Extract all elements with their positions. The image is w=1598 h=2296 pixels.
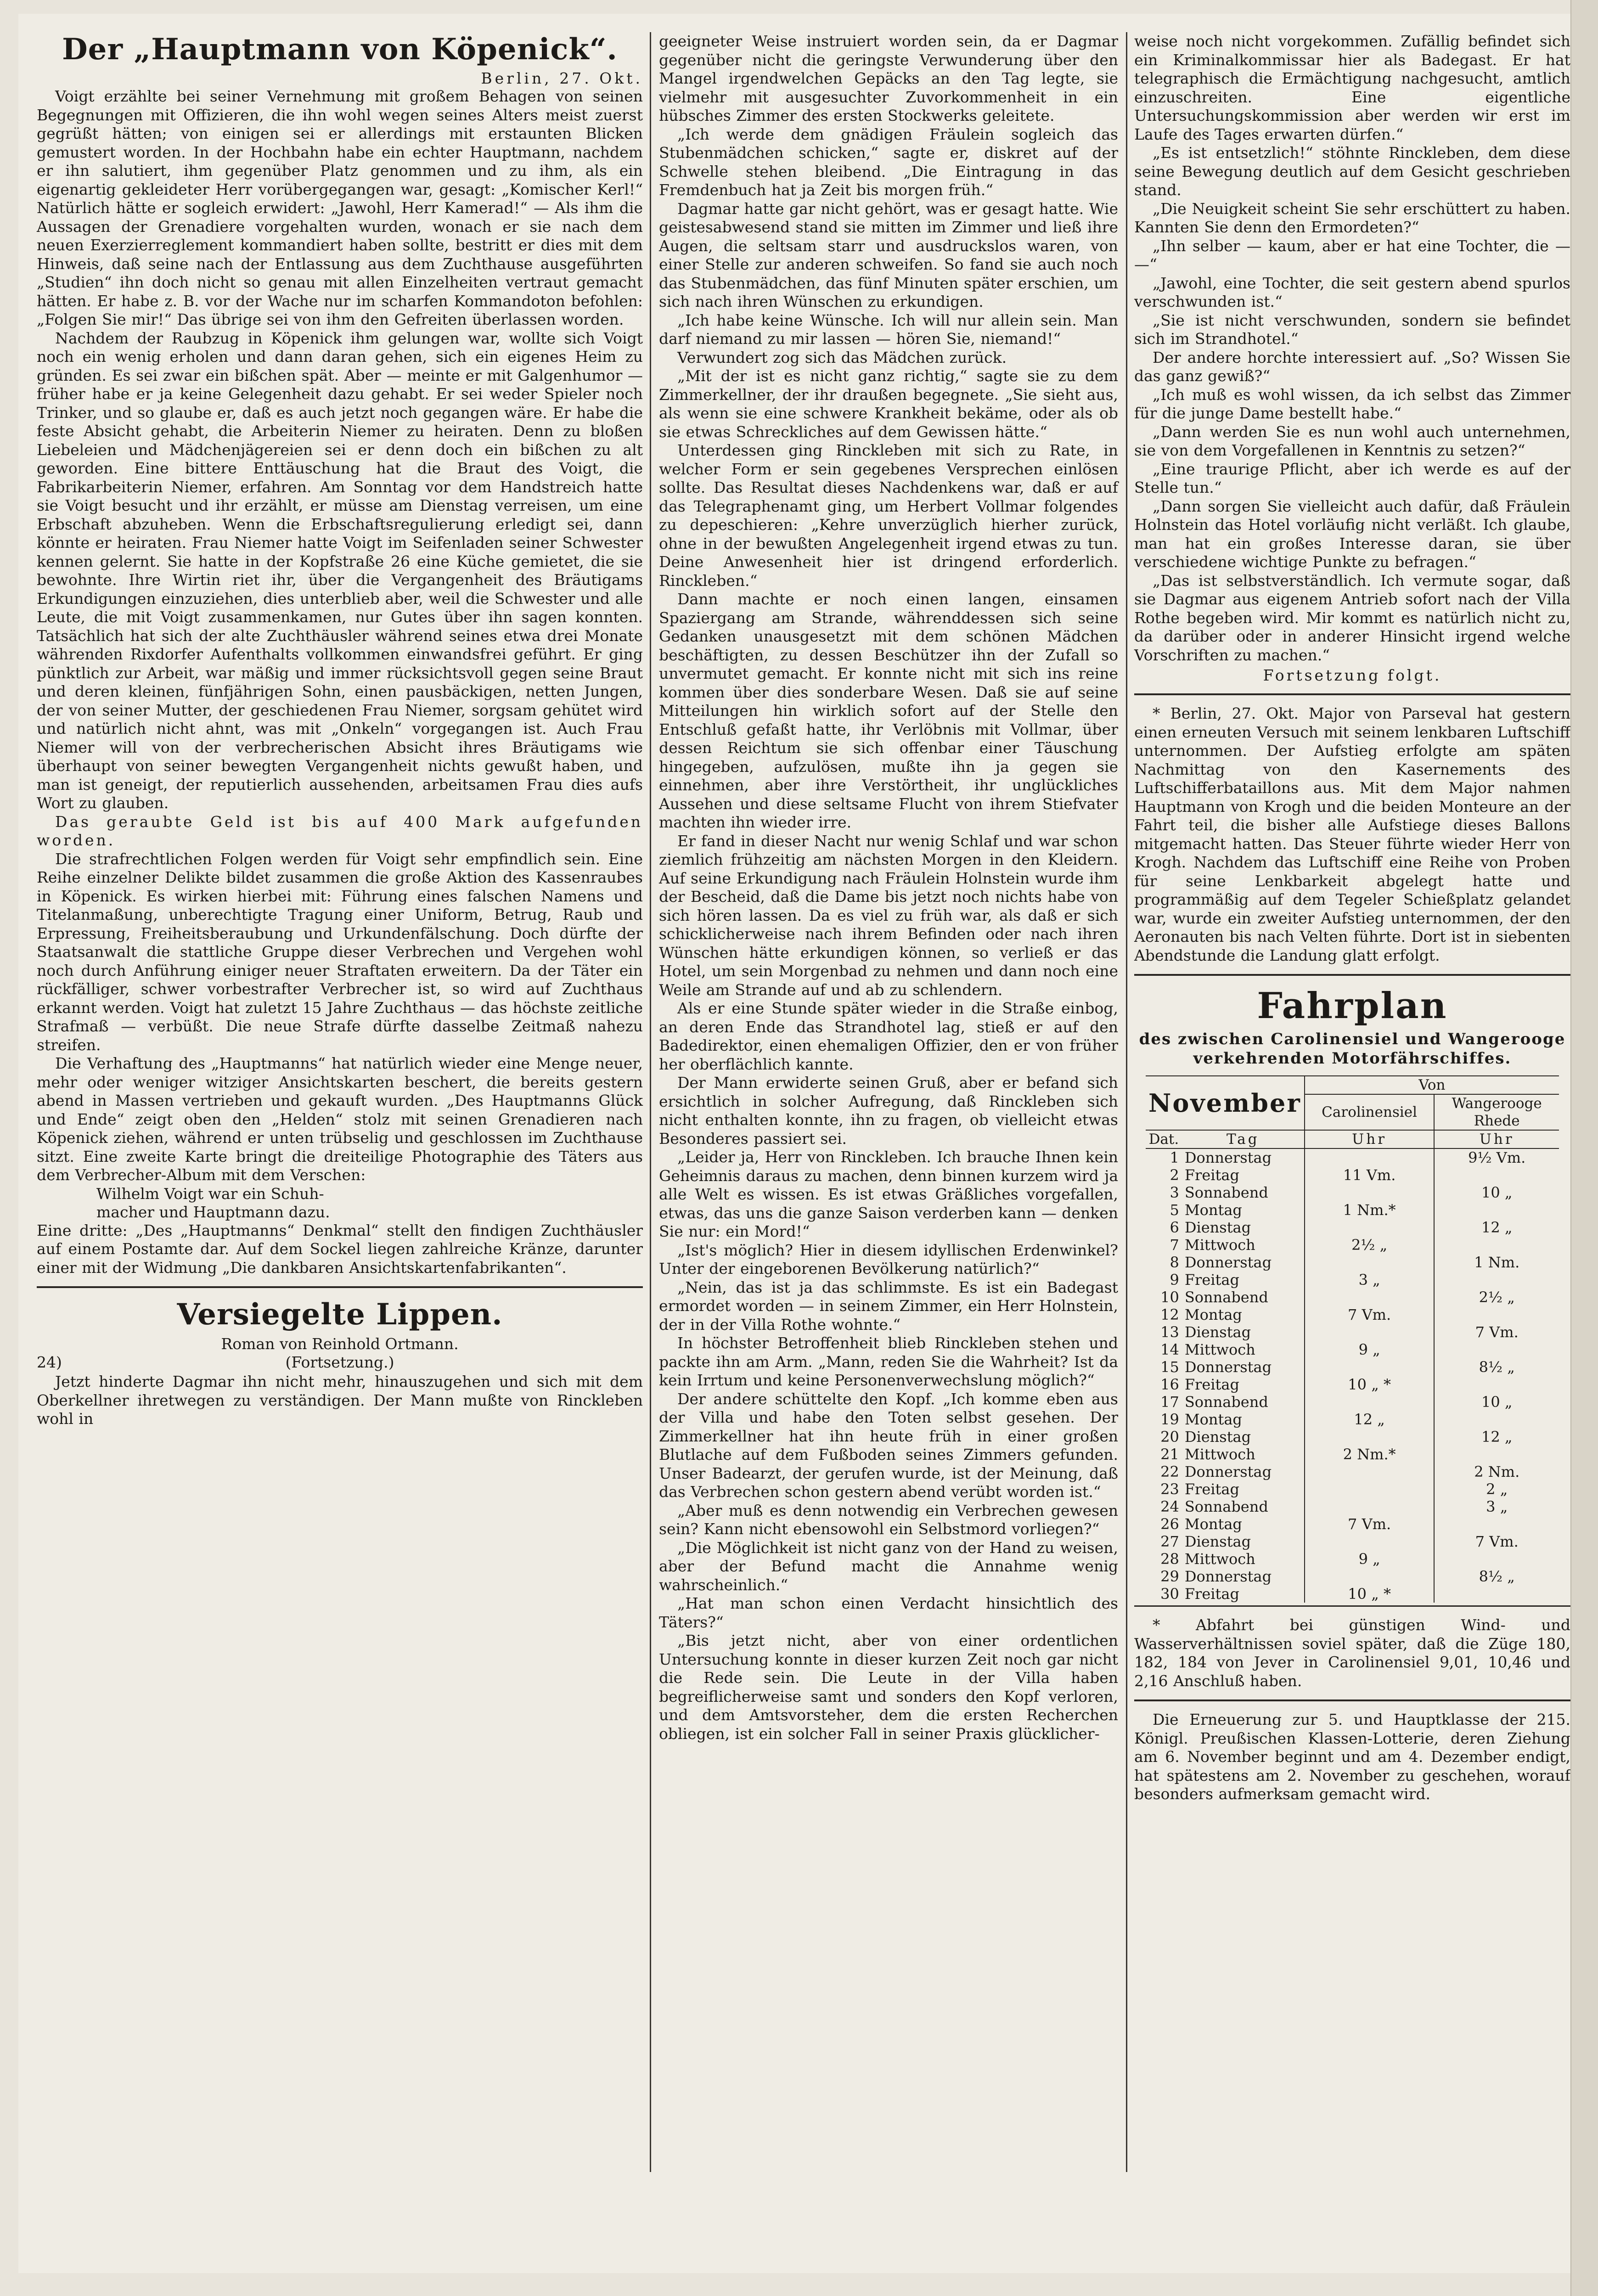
serial-paragraph: Verwundert zog sich das Mädchen zurück. [677, 348, 1007, 366]
timetable-row [1146, 1533, 1559, 1550]
timetable-day: Sonnabend [1184, 1184, 1268, 1201]
timetable-day: Sonnabend [1184, 1289, 1268, 1306]
timetable-carolinensiel-time [1305, 1393, 1435, 1411]
timetable-carolinensiel-time: 2½ „ [1305, 1236, 1435, 1254]
timetable-carolinensiel-time: 10 „ * [1305, 1376, 1435, 1393]
serial-continued: (Fortsetzung.) [285, 1353, 394, 1371]
serial-paragraph: „Ich werde dem gnädigen Fräulein sogleich das Stubenmädchen schicken,“ sagte er, diskret auf der Schwelle stehen bleibend. „Die Eintragung in das Fremdenbuch hat ja Zeit bis morgen früh.“ [659, 125, 1118, 199]
timetable-wangerooge-header: Wangerooge Rhede [1434, 1094, 1559, 1130]
timetable-wangerooge-time: 10 „ [1434, 1393, 1559, 1411]
timetable-row [1146, 1341, 1559, 1358]
serial-paragraph: Dagmar hatte gar nicht gehört, was er gesagt hatte. Wie geistesabwesend stand sie mitten im Zimmer und ließ ihre Augen, die seltsam starr und ausdruckslos waren, von einer Stelle zur anderen schweifen. So fand sie auch noch das Stubenmädchen, das fünf Minuten später erschien, um sich nach ihren Wünschen zu erkundigen. [659, 199, 1118, 310]
timetable-row [1146, 1480, 1559, 1498]
timetable-wangerooge-time [1434, 1515, 1559, 1533]
timetable-carolinensiel-time: 9 „ [1305, 1550, 1435, 1568]
timetable-wangerooge-time: 2½ „ [1434, 1289, 1559, 1306]
timetable-carolinensiel-time: 7 Vm. [1305, 1515, 1435, 1533]
serial-paragraph: „Das ist selbstverständlich. Ich vermute sogar, daß sie Dagmar aus eigenem Antrieb sofort nach der Villa Rothe begeben wird. Mir kommt es natürlich nicht zu, da darüber oder in anderer Hinsicht irgend welche Vorschriften zu machen.“ [1134, 571, 1570, 664]
timetable-wangerooge-time [1434, 1446, 1559, 1463]
timetable-carolinensiel-time: 2 Nm.* [1305, 1446, 1435, 1463]
timetable-wangerooge-time: 3 „ [1434, 1498, 1559, 1515]
timetable-month: November [1146, 1076, 1305, 1130]
timetable-day: Mittwoch [1184, 1236, 1255, 1254]
timetable-wangerooge-time: 9½ Vm. [1434, 1148, 1559, 1166]
column-rule [1126, 32, 1127, 2172]
serial-paragraph: Als er eine Stunde später wieder in die Straße einbog, an deren Ende das Strandhotel lag, stieß er auf den Badedirektor, einen ehemaligen Offizier, den er von früher her oberflächlich kannte. [659, 999, 1118, 1073]
timetable-date: 19 [1160, 1411, 1179, 1428]
timetable-date: 3 [1170, 1184, 1179, 1201]
timetable-title: Fahrplan [1257, 985, 1448, 1027]
serial-paragraph: „Jawohl, eine Tochter, die seit gestern abend spurlos verschwunden ist.“ [1134, 274, 1570, 310]
timetable-day: Donnerstag [1184, 1358, 1272, 1376]
timetable-day: Mittwoch [1184, 1341, 1255, 1358]
serial-paragraph: „Ich habe keine Wünsche. Ich will nur allein sein. Man darf niemand zu mir lassen — hören Sie, niemand!“ [659, 311, 1118, 348]
timetable-wangerooge-time [1434, 1166, 1559, 1184]
timetable-date: 28 [1160, 1550, 1179, 1568]
timetable-date: 16 [1160, 1376, 1179, 1393]
timetable-wangerooge-time: 12 „ [1434, 1428, 1559, 1446]
timetable-date: 22 [1160, 1463, 1179, 1480]
serial-paragraph: „Die Möglichkeit ist nicht ganz von der Hand zu weisen, aber der Befund macht die Annahme wenig wahrscheinlich.“ [659, 1538, 1118, 1594]
timetable-date: 8 [1170, 1254, 1179, 1271]
timetable-row [1146, 1184, 1559, 1201]
timetable-carolinensiel-time: 1 Nm.* [1305, 1201, 1435, 1219]
article-paragraph: Die Verhaftung des „Hauptmanns“ hat natürlich wieder eine Menge neuer, mehr oder weniger witziger Ansichtskarten beschert, die bereits gestern abend in Massen vertrieben und gekauft wurden. „Des Hauptmanns Glück und Ende“ zeigt oben den „Helden“ stolz mit seinen Grenadieren nach Köpenick ziehen, während er unten trübselig und geschlossen im Zuchthause sitzt. Eine zweite Karte bringt die dreiteilige Photographie des Täters aus dem Verbrecher-Album mit dem Verschen: [37, 1054, 643, 1184]
timetable-uhr-header: Uhr [1434, 1130, 1559, 1148]
serial-paragraph: „Die Neuigkeit scheint Sie sehr erschüttert zu haben. Kannten Sie denn den Ermordeten?“ [1134, 199, 1570, 236]
timetable-date: 14 [1160, 1341, 1179, 1358]
serial-author: Roman von Reinhold Ortmann. [221, 1335, 459, 1353]
timetable-day: Donnerstag [1184, 1568, 1272, 1585]
timetable-tag-header: Tag [1182, 1130, 1305, 1148]
timetable-row [1146, 1358, 1559, 1376]
timetable-carolinensiel-time [1305, 1533, 1435, 1550]
timetable-carolinensiel-time [1305, 1463, 1435, 1480]
timetable-footnote: * Abfahrt bei günstigen Wind- und Wasserverhältnissen soviel später, daß die Züge 180, 182, 184 von Jever in Carolinensiel 9,01, 10,46 und 2,16 Anschluß haben. [1134, 1616, 1570, 1690]
timetable-carolinensiel-time [1305, 1568, 1435, 1585]
timetable-date: 30 [1160, 1585, 1179, 1603]
timetable-day: Freitag [1184, 1271, 1239, 1289]
serial-number: 24) [37, 1353, 62, 1371]
timetable-date: 9 [1170, 1271, 1179, 1289]
verse-line: macher und Hauptmann dazu. [96, 1203, 330, 1221]
column-3 [1134, 32, 1570, 1804]
timetable-date: 23 [1160, 1480, 1179, 1498]
serial-paragraph: „Hat man schon einen Verdacht hinsichtlich des Täters?“ [659, 1594, 1118, 1631]
timetable-von-header: Von [1305, 1076, 1559, 1094]
timetable-body [1146, 1148, 1559, 1603]
article-dateline: Berlin, 27. Okt. [481, 69, 643, 87]
timetable-date: 2 [1170, 1166, 1179, 1184]
column-rule [650, 32, 651, 2172]
timetable-wangerooge-time: 2 „ [1434, 1480, 1559, 1498]
section-divider [1134, 1699, 1570, 1701]
serial-paragraph: „Dann werden Sie es nun wohl auch unternehmen, sie von dem Vorgefallenen in Kenntnis zu setzen?“ [1134, 422, 1570, 459]
timetable-wangerooge-time [1434, 1585, 1559, 1603]
timetable-date: 17 [1160, 1393, 1179, 1411]
timetable-date: 21 [1160, 1446, 1179, 1463]
timetable-row [1146, 1236, 1559, 1254]
serial-paragraph: geeigneter Weise instruiert worden sein, da er Dagmar gegenüber nicht die geringste Verwunderung über den Mangel irgendwelchen Gepäcks an den Tag legte, sie vielmehr mit ausgesuchter Zuvorkommenheit in ein hübsches Zimmer des ersten Stockwerks geleitete. [659, 32, 1118, 124]
verse-line: Wilhelm Voigt war ein Schuh- [96, 1184, 324, 1203]
timetable-row [1146, 1463, 1559, 1480]
serial-paragraph: „Es ist entsetzlich!“ stöhnte Rinckleben, dem diese seine Bewegung deutlich auf dem Gesicht geschrieben stand. [1134, 144, 1570, 199]
timetable-date: 10 [1160, 1289, 1179, 1306]
timetable-date: 7 [1170, 1236, 1179, 1254]
timetable-day: Dienstag [1184, 1428, 1251, 1446]
timetable-row [1146, 1219, 1559, 1236]
timetable-row [1146, 1393, 1559, 1411]
timetable-day: Montag [1184, 1515, 1242, 1533]
timetable-date: 24 [1160, 1498, 1179, 1515]
serial-paragraph: Dann machte er noch einen langen, einsamen Spaziergang am Strande, währenddessen sich seine Gedanken unausgesetzt mit dem schönen Mädchen beschäftigten, zu dessen Beschützer ihn der Zufall so unvermutet gemacht. Er konnte nicht mit sich ins reine kommen über dies sonderbare Wesen. Daß sie auf seine Mitteilungen hin wirklich sofort auf der Stelle den Entschluß gefaßt hatte, ihr Verlöbnis mit Vollmar, über dessen Reichtum sie sich offenbar einer Täuschung hingegeben, aufzulösen, mußte ihn ja gegen sie einnehmen, aber ihre Verstörtheit, ihr unglückliches Aussehen und diese seltsame Flucht von ihrem Stiefvater machten ihn wieder irre. [659, 590, 1118, 831]
timetable-day: Donnerstag [1184, 1463, 1272, 1480]
timetable-row [1146, 1254, 1559, 1271]
lottery-notice: Die Erneuerung zur 5. und Hauptklasse der 215. Königl. Preußischen Klassen-Lotterie, deren Ziehung am 6. November beginnt und am 4. Dezember endigt, hat spätestens am 2. November zu geschehen, worauf besonders aufmerksam gemacht wird. [1134, 1711, 1570, 1803]
newspaper-page [18, 14, 1570, 2273]
timetable-wangerooge-time [1434, 1411, 1559, 1428]
timetable-date: 29 [1160, 1568, 1179, 1585]
timetable-wangerooge-time: 7 Vm. [1434, 1323, 1559, 1341]
article-paragraph: Die strafrechtlichen Folgen werden für Voigt sehr empfindlich sein. Eine Reihe einzelner Delikte bildet zusammen die große Aktion des Kassenraubes in Köpenick. Es wirken hierbei mit: Führung eines falschen Namens und Titelanmaßung, unberechtigte Tragung einer Uniform, Betrug, Raub und Erpressung, Freiheitsberaubung und Urkundenfälschung. Doch dürfte der Staatsanwalt die stattliche Gruppe dieser Verbrechen und Vergehen wohl noch durch Anführung einiger neuer Straftaten erweitern. Da der Täter ein rückfälliger, schwer vorbestrafter Verbrecher ist, so wird auf Zuchthaus erkannt werden. Voigt hat zuletzt 15 Jahre Zuchthaus — das höchste zeitliche Strafmaß — verbüßt. Die neue Strafe dürfte dasselbe Zeitmaß nahezu streifen. [37, 850, 643, 1054]
serial-paragraph: „Ihn selber — kaum, aber er hat eine Tochter, die — —“ [1134, 236, 1570, 273]
serial-paragraph: „Sie ist nicht verschwunden, sondern sie befindet sich im Strandhotel.“ [1134, 311, 1570, 348]
timetable-day: Montag [1184, 1411, 1242, 1428]
timetable-carolinensiel-time [1305, 1358, 1435, 1376]
timetable-date: 20 [1160, 1428, 1179, 1446]
timetable-date: 1 [1170, 1149, 1179, 1166]
serial-paragraph: In höchster Betroffenheit blieb Rinckleben stehen und packte ihn am Arm. „Mann, reden Sie die Wahrheit? Ist da kein Irrtum und keine Personenverwechslung möglich?“ [659, 1334, 1118, 1389]
timetable-date: 26 [1160, 1515, 1179, 1533]
timetable-day: Mittwoch [1184, 1550, 1255, 1568]
timetable-carolinensiel-time: 11 Vm. [1305, 1166, 1435, 1184]
timetable-row [1146, 1585, 1559, 1603]
timetable-wangerooge-time [1434, 1201, 1559, 1219]
timetable-table [1146, 1075, 1559, 1603]
timetable-row [1146, 1428, 1559, 1446]
serial-paragraph: Unterdessen ging Rinckleben mit sich zu Rate, in welcher Form er sein gegebenes Versprechen einlösen sollte. Das Resultat dieses Nachdenkens war, daß er auf das Telegraphenamt ging, um Herbert Vollmar folgendes zu depeschieren: „Kehre unverzüglich hierher zurück, ohne in der bewußten Angelegenheit irgend etwas zu tun. Deine Anwesenheit hier ist dringend erforderlich. Rinckleben.“ [659, 441, 1118, 590]
section-divider [37, 1286, 643, 1288]
timetable-carolinensiel-time [1305, 1184, 1435, 1201]
timetable-row [1146, 1289, 1559, 1306]
serial-number-row [37, 1353, 643, 1373]
timetable-date: 5 [1170, 1201, 1179, 1219]
timetable-wangerooge-time [1434, 1236, 1559, 1254]
timetable-row [1146, 1306, 1559, 1323]
article-paragraph: Nachdem der Raubzug in Köpenick ihm gelungen war, wollte sich Voigt noch ein wenig erholen und dann daran gehen, sich ein eigenes Heim zu gründen. Es sei zwar ein bißchen spät. Aber — meinte er mit Galgenhumor — früher habe er ja keine Gelegenheit dazu gehabt. Er sei weder Spieler noch Trinker, und so glaube er, daß es auch jetzt noch gegangen wäre. Er habe die feste Absicht gehabt, die Arbeiterin Niemer zu heiraten. Denn zu bloßen Liebeleien und Mädchenjägereien sei er denn doch ein bißchen zu alt geworden. Eine bittere Enttäuschung hat die Braut des Voigt, die Fabrikarbeiterin Niemer, erfahren. Am Sonntag vor dem Handstreich hatte sie Voigt besucht und ihr erzählt, er müsse am Dienstag verreisen, um eine Erbschaft abzuheben. Wenn die Erbschaftsregulierung erledigt sei, dann könnte er heiraten. Frau Niemer hatte Voigt im Seifenladen seiner Schwester kennen gelernt. Sie hatte in der Kopfstraße 26 eine Küche gemietet, die sie bewohnte. Ihre Wirtin riet ihr, über die Vergangenheit des Bräutigams Erkundigungen einzuziehen, dies unterblieb aber, weil die Schwester und alle Leute, die mit Voigt zusammenkamen, nur Gutes über ihn sagen konnten. Tatsächlich hat sich der alte Zuchthäusler während seines etwa drei Monate währenden Rixdorfer Aufenthalts vollkommen einwandsfrei geführt. Er ging pünktlich zur Arbeit, war mäßig und immer rücksichtsvoll gegen seine Braut und deren kleinen, fünfjährigen Sohn, einen pausbäckigen, netten Jungen, der von seiner Mutter, der geschiedenen Frau Niemer, sorgsam gehütet wird und natürlich nicht ahnt, was mit „Onkeln“ vorgegangen ist. Auch Frau Niemer will von der verbrecherischen Absicht ihres Bräutigams wie überhaupt von seiner bewegten Vergangenheit nichts gewußt haben, und man ist geneigt, der reputierlich aussehenden, arbeitsamen Frau dies aufs Wort zu glauben. [37, 329, 643, 812]
timetable-carolinensiel-time [1305, 1323, 1435, 1341]
timetable-carolinensiel-time [1305, 1428, 1435, 1446]
timetable-day: Montag [1184, 1201, 1242, 1219]
timetable-row [1146, 1498, 1559, 1515]
timetable-carolinensiel-time [1305, 1498, 1435, 1515]
timetable-bottom-rule [1134, 1605, 1570, 1607]
ferry-timetable [1134, 985, 1570, 1690]
serial-paragraph: „Nein, das ist ja das schlimmste. Es ist ein Badegast ermordet worden — in seinem Zimmer, ein Herr Holnstein, der in der Villa Rothe wohnte.“ [659, 1278, 1118, 1334]
timetable-day: Sonnabend [1184, 1393, 1268, 1411]
serial-paragraph: Der andere horchte interessiert auf. „So? Wissen Sie das ganz gewiß?“ [1134, 348, 1570, 385]
timetable-row [1146, 1323, 1559, 1341]
timetable-wangerooge-time [1434, 1271, 1559, 1289]
serial-title: Versiegelte Lippen. [177, 1297, 503, 1332]
timetable-date: 15 [1160, 1358, 1179, 1376]
timetable-day: Montag [1184, 1306, 1242, 1323]
news-item: * Berlin, 27. Okt. Major von Parseval hat gestern einen erneuten Versuch mit seinem lenkbaren Luftschiff unternommen. Der Aufstieg erfolgte am späten Nachmittag von den Kasernements des Luftschifferbataillons aus. Mit dem Major nahmen Hauptmann von Krogh und die beiden Monteure an der Fahrt teil, die bisher alle Aufstiege dieses Ballons mitgemacht hatten. Das Steuer führte wieder Herr von Krogh. Nachdem das Luftschiff eine Reihe von Proben für seine Lenkbarkeit abgelegt hatte und programmäßig auf dem Tegeler Schießplatz gelandet war, wurde ein zweiter Aufstieg unternommen, der den Aeronauten bis nach Velten führte. Dort ist in siebenten Abendstunde die Landung glatt erfolgt. [1134, 704, 1570, 964]
timetable-row [1146, 1201, 1559, 1219]
timetable-wangerooge-time [1434, 1550, 1559, 1568]
timetable-dat-header: Dat. [1146, 1130, 1182, 1148]
section-divider [1134, 974, 1570, 976]
timetable-date: 27 [1160, 1533, 1179, 1550]
timetable-carolinensiel-time: 10 „ * [1305, 1585, 1435, 1603]
timetable-subtitle: verkehrenden Motorfährschiffes. [1193, 1049, 1512, 1068]
timetable-day: Mittwoch [1184, 1446, 1255, 1463]
timetable-date: 6 [1170, 1219, 1179, 1236]
serial-paragraph: Der andere schüttelte den Kopf. „Ich komme eben aus der Villa und habe den Toten selbst gesehen. Der Zimmerkellner hat ihn heute früh in einer großen Blutlache auf dem Fußboden seines Zimmers gefunden. Unser Badearzt, der gerufen wurde, ist der Meinung, daß das Verbrechen schon gestern abend verübt worden ist.“ [659, 1390, 1118, 1501]
timetable-day: Donnerstag [1184, 1149, 1272, 1166]
timetable-day: Freitag [1184, 1480, 1239, 1498]
timetable-carolinensiel-time [1305, 1219, 1435, 1236]
timetable-row [1146, 1550, 1559, 1568]
timetable-wangerooge-time [1434, 1306, 1559, 1323]
serial-paragraph: „Ist's möglich? Hier in diesem idyllischen Erdenwinkel? Unter der eingeborenen Bevölkerung natürlich?“ [659, 1241, 1118, 1277]
timetable-row [1146, 1568, 1559, 1585]
column-1 [37, 32, 643, 1429]
timetable-carolinensiel-time: 3 „ [1305, 1271, 1435, 1289]
timetable-carolinensiel-time: 12 „ [1305, 1411, 1435, 1428]
timetable-wangerooge-time: 8½ „ [1434, 1358, 1559, 1376]
timetable-row [1146, 1271, 1559, 1289]
timetable-day: Dienstag [1184, 1219, 1251, 1236]
timetable-day: Donnerstag [1184, 1254, 1272, 1271]
timetable-carolinensiel-time: 7 Vm. [1305, 1306, 1435, 1323]
timetable-carolinensiel-time [1305, 1289, 1435, 1306]
serial-paragraph: Er fand in dieser Nacht nur wenig Schlaf und war schon ziemlich frühzeitig am nächsten Morgen in den Kleidern. Auf seine Erkundigung nach Fräulein Holnstein wurde ihm der Bescheid, daß die Dame bis jetzt noch nichts habe von sich hören lassen. Da es viel zu früh war, als daß er sich schicklicherweise nach ihrem Befinden oder nach ihren Wünschen hätte erkundigen können, so verließ er das Hotel, um sein Morgenbad zu nehmen und dann noch eine Weile am Strande auf und ab zu schlendern. [659, 832, 1118, 999]
timetable-row [1146, 1446, 1559, 1463]
timetable-day: Sonnabend [1184, 1498, 1268, 1515]
timetable-date: 13 [1160, 1323, 1179, 1341]
serial-paragraph: „Ich muß es wohl wissen, da ich selbst das Zimmer für die junge Dame bestellt habe.“ [1134, 385, 1570, 422]
column-2 [659, 32, 1118, 1743]
timetable-carolinensiel-time [1305, 1480, 1435, 1498]
section-divider [1134, 693, 1570, 695]
serial-paragraph: „Dann sorgen Sie vielleicht auch dafür, daß Fräulein Holnstein das Hotel vorläufig nicht verläßt. Ich glaube, man hat ein großes Interesse daran, sie über verschiedene wichtige Punkte zu befragen.“ [1134, 497, 1570, 571]
timetable-row [1146, 1148, 1559, 1166]
timetable-wangerooge-time: 12 „ [1434, 1219, 1559, 1236]
timetable-wangerooge-time: 2 Nm. [1434, 1463, 1559, 1480]
article-paragraph: Voigt erzählte bei seiner Vernehmung mit großem Behagen von seinen Begegnungen mit Offizieren, die ihn wohl wegen seines Alters meist zuerst gegrüßt hätten; von einigen sei er allerdings mit erstaunten Blicken gemustert worden. In der Hochbahn habe ein echter Hauptmann, nachdem er ihn salutiert, ihm gegenüber Platz genommen und zu ihm, als ein eigenartig gekleideter Herr vorübergegangen war, gesagt: „Komischer Kerl!“ Natürlich hätte er sogleich erwidert: „Jawohl, Herr Kamerad!“ — Als ihm die Aussagen der Grenadiere vorgehalten wurden, wonach er sie nach dem neuen Exerzierreglement kommandiert haben sollte, bestritt er dies mit dem Hinweis, daß seine nach der Entlassung aus dem Zuchthause ausgeführten „Studien“ ihn doch nicht so genau mit allen Einzelheiten vertraut gemacht hätten. Er habe z. B. vor der Wache nur im scharfen Kommandoton befohlen: „Folgen Sie mir!“ Das übrige sei von ihm den Gefreiten überlassen worden. [37, 87, 643, 328]
timetable-day: Freitag [1184, 1585, 1239, 1603]
article-paragraph: Eine dritte: „Des „Hauptmanns“ Denkmal“ stellt den findigen Zuchthäusler auf einem Postamte dar. Auf dem Sockel liegen zahlreiche Kränze, darunter einer mit der Widmung „Die dankbaren Ansichtskartenfabrikanten“. [37, 1221, 643, 1277]
timetable-day: Dienstag [1184, 1533, 1251, 1550]
timetable-carolinensiel-time: 9 „ [1305, 1341, 1435, 1358]
timetable-day: Dienstag [1184, 1323, 1251, 1341]
timetable-subtitle: des zwischen Carolinensiel und Wangerooge [1139, 1030, 1566, 1048]
serial-paragraph: „Mit der ist es nicht ganz richtig,“ sagte sie zu dem Zimmerkellner, der ihr draußen begegnete. „Sie sieht aus, als wenn sie eine schwere Krankheit bekäme, oder als ob sie etwas Schreckliches auf dem Gewissen hätte.“ [659, 367, 1118, 441]
timetable-row [1146, 1166, 1559, 1184]
timetable-wangerooge-time: 7 Vm. [1434, 1533, 1559, 1550]
timetable-row [1146, 1376, 1559, 1393]
serial-paragraph: „Aber muß es denn notwendig ein Verbrechen gewesen sein? Kann nicht ebensowohl ein Selbstmord vorliegen?“ [659, 1501, 1118, 1538]
timetable-wangerooge-time [1434, 1341, 1559, 1358]
timetable-row [1146, 1515, 1559, 1533]
timetable-day: Freitag [1184, 1166, 1239, 1184]
timetable-wangerooge-time [1434, 1376, 1559, 1393]
serial-paragraph: „Leider ja, Herr von Rinckleben. Ich brauche Ihnen kein Geheimnis daraus zu machen, denn binnen kurzem wird ja alle Welt es wissen. Es ist etwas Gräßliches vorgefallen, etwas, das uns die ganze Saison verderben kann — denken Sie nur: ein Mord!“ [659, 1148, 1118, 1240]
timetable-wangerooge-time: 8½ „ [1434, 1568, 1559, 1585]
timetable-row [1146, 1411, 1559, 1428]
timetable-wangerooge-time: 10 „ [1434, 1184, 1559, 1201]
timetable-uhr-header: Uhr [1305, 1130, 1435, 1148]
timetable-carolinensiel-time [1305, 1254, 1435, 1271]
article-title-hauptmann: Der „Hauptmann von Köpenick“. [62, 32, 618, 67]
timetable-wangerooge-time: 1 Nm. [1434, 1254, 1559, 1271]
timetable-carolinensiel-time [1305, 1148, 1435, 1166]
article-paragraph: Das geraubte Geld ist bis auf 400 Mark aufgefunden worden. [37, 812, 643, 849]
serial-paragraph: Jetzt hinderte Dagmar ihn nicht mehr, hinauszugehen und sich mit dem Oberkellner ihretwegen zu verständigen. Der Mann mußte von Rinckleben wohl in [37, 1373, 643, 1428]
timetable-day: Freitag [1184, 1376, 1239, 1393]
serial-paragraph: „Bis jetzt nicht, aber von einer ordentlichen Untersuchung konnte in dieser kurzen Zeit noch gar nicht die Rede sein. Die Leute in der Villa haben begreiflicherweise samt und sonders den Kopf verloren, und dem Amtsvorsteher, dem die ersten Recherchen obliegen, ist ein solcher Fall in seiner Praxis glücklicher- [659, 1632, 1118, 1743]
serial-paragraph: Der Mann erwiderte seinen Gruß, aber er befand sich ersichtlich in solcher Aufregung, daß Rinckleben sich nicht enthalten konnte, ihn zu fragen, ob vielleicht etwas Besonderes passiert sei. [659, 1074, 1118, 1148]
timetable-carolinensiel-header: Carolinensiel [1305, 1094, 1435, 1130]
timetable-date: 12 [1160, 1306, 1179, 1323]
serial-fortsetzung: Fortsetzung folgt. [1263, 666, 1442, 684]
page-edge [1570, 0, 1598, 2296]
serial-paragraph: weise noch nicht vorgekommen. Zufällig befindet sich ein Kriminalkommissar hier als Badegast. Er hat telegraphisch die Ermächtigung nachgesucht, amtlich einzuschreiten. Eine eigentliche Untersuchungskommission aber werden wir erst im Laufe des Tages erwarten dürfen.“ [1134, 32, 1570, 143]
serial-paragraph: „Eine traurige Pflicht, aber ich werde es auf der Stelle tun.“ [1134, 460, 1570, 496]
